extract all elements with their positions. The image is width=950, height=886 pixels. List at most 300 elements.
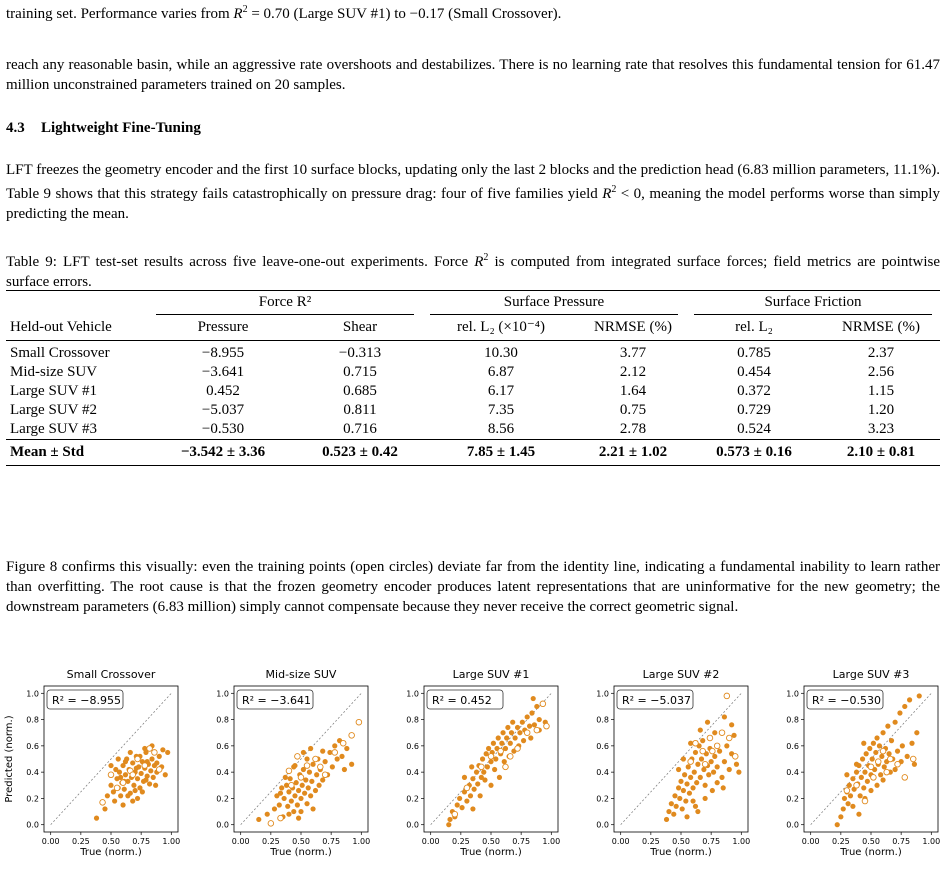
table-cell: 0.811 (343, 402, 377, 418)
table-cell: 0.715 (343, 364, 377, 380)
test-point (729, 722, 734, 727)
test-point (722, 759, 727, 764)
column-header: NRMSE (%) (822, 318, 940, 341)
test-point (681, 756, 686, 761)
test-point (123, 759, 128, 764)
scatter-plot (380, 664, 570, 886)
test-point (500, 730, 505, 735)
test-point (151, 775, 156, 780)
test-point (703, 796, 708, 801)
paragraph-learning-rate: reach any reasonable basin, while an aggressive rate overshoots and destabilizes. There is no learning rate that resolves this fundamental tension for 61.47 million unconstrained parameters trained on 20 samples. (6, 57, 940, 93)
train-point (340, 740, 346, 746)
table-cell: 10.30 (484, 345, 518, 361)
y-tick-label: 0.8 (596, 715, 609, 725)
test-point (468, 793, 473, 798)
test-point (308, 746, 313, 751)
y-tick-label: 1.0 (786, 689, 799, 699)
table-cell: Large SUV #3 (10, 421, 97, 437)
test-point (528, 735, 533, 740)
y-tick-label: 0.6 (596, 741, 609, 751)
test-point (878, 772, 883, 777)
test-point (684, 814, 689, 819)
test-point (143, 777, 148, 782)
test-point (310, 762, 315, 767)
train-point (719, 730, 725, 736)
test-point (736, 770, 741, 775)
table-cell: Large SUV #1 (10, 383, 97, 399)
test-point (900, 743, 905, 748)
train-point (880, 748, 886, 754)
test-point (314, 772, 319, 777)
column-header: NRMSE (%) (580, 318, 686, 341)
test-point (283, 775, 288, 780)
test-point (320, 777, 325, 782)
x-tick-label: 1.00 (732, 837, 751, 846)
x-tick-label: 0.75 (512, 837, 531, 846)
table-cell: −3.542 ± 3.36 (148, 440, 298, 466)
test-point (865, 779, 870, 784)
test-point (860, 756, 865, 761)
x-tick-label: 1.00 (352, 837, 371, 846)
test-point (719, 775, 724, 780)
x-tick-label: 1.00 (922, 837, 941, 846)
paragraph-figure8: Figure 8 confirms this visually: even the training points (open circles) deviate far from the identity line, indicating a fundamental inability to learn rather than overfitting. The root cause is that the frozen geometry encoder produces latent representations that are uninformative for the new geometry; the downstream parameters (6.83 million) simply cannot compensate because they never receive the correct geometric signal. (6, 559, 940, 615)
panel-title: Large SUV #1 (452, 668, 530, 681)
test-point (256, 817, 261, 822)
test-point (135, 796, 140, 801)
test-point (850, 776, 855, 781)
group-header-force: Force R² (156, 293, 414, 315)
test-point (286, 789, 291, 794)
test-point (847, 783, 852, 788)
table-cell: 0.573 ± 0.16 (686, 440, 822, 466)
y-tick-label: 0.0 (216, 820, 229, 830)
test-point (130, 760, 135, 765)
test-point (112, 798, 117, 803)
test-point (496, 735, 501, 740)
scatter-panel-large-suv-1 (380, 664, 570, 886)
test-point (715, 764, 720, 769)
x-tick-label: 0.00 (41, 837, 60, 846)
test-point (108, 783, 113, 788)
train-point (298, 775, 304, 781)
panel-title: Mid-size SUV (265, 668, 337, 681)
test-point (288, 776, 293, 781)
test-point (687, 791, 692, 796)
test-point (858, 793, 863, 798)
test-point (517, 730, 522, 735)
y-tick-label: 0.4 (26, 768, 39, 778)
scatter-plot (570, 664, 760, 886)
test-point (105, 793, 110, 798)
y-tick-label: 0.2 (406, 794, 419, 804)
test-point (694, 780, 699, 785)
test-point (681, 788, 686, 793)
train-point (108, 772, 114, 778)
y-tick-label: 0.4 (216, 768, 229, 778)
train-point (732, 754, 738, 760)
test-point (859, 775, 864, 780)
table-cell: 0.729 (737, 402, 771, 418)
panel-title: Large SUV #2 (642, 668, 720, 681)
panel-title: Small Crossover (66, 668, 156, 681)
test-point (128, 750, 133, 755)
table-cell: 2.21 ± 1.02 (580, 440, 686, 466)
train-point (114, 785, 120, 791)
train-point (120, 780, 126, 786)
test-point (690, 785, 695, 790)
test-point (525, 714, 530, 719)
y-tick-label: 0.6 (406, 741, 419, 751)
train-point (332, 750, 338, 756)
test-point (339, 754, 344, 759)
x-axis-label: True (norm.) (460, 847, 522, 858)
y-tick-label: 0.6 (26, 741, 39, 751)
test-point (282, 796, 287, 801)
test-point (676, 785, 681, 790)
test-point (710, 788, 715, 793)
test-point (133, 788, 138, 793)
train-point (147, 746, 153, 752)
test-point (664, 817, 669, 822)
test-point (488, 759, 493, 764)
table-row (6, 363, 940, 382)
test-point (854, 770, 859, 775)
train-point (910, 756, 916, 762)
section-heading (6, 118, 201, 138)
test-point (674, 804, 679, 809)
test-point (856, 812, 861, 817)
test-point (323, 759, 328, 764)
train-point (726, 735, 732, 741)
test-point (683, 798, 688, 803)
test-point (532, 722, 537, 727)
test-point (879, 754, 884, 759)
table-cell: 2.10 ± 0.81 (822, 440, 940, 466)
y-tick-label: 0.8 (216, 715, 229, 725)
test-point (455, 802, 460, 807)
x-axis-label: True (norm.) (270, 847, 332, 858)
train-point (130, 772, 136, 778)
test-point (296, 816, 301, 821)
test-point (309, 779, 314, 784)
test-point (163, 772, 168, 777)
train-point (871, 775, 877, 781)
group-header-pressure: Surface Pressure (430, 293, 678, 315)
x-tick-label: 0.00 (611, 837, 630, 846)
table-cell: Mean ± Std (6, 440, 148, 466)
x-tick-label: 1.00 (162, 837, 181, 846)
test-point (680, 806, 685, 811)
table-cell: 0.716 (343, 421, 377, 437)
test-point (862, 770, 867, 775)
x-tick-label: 0.75 (322, 837, 341, 846)
test-point (120, 802, 125, 807)
x-tick-label: 0.25 (641, 837, 660, 846)
test-point (864, 751, 869, 756)
test-point (678, 779, 683, 784)
train-point (295, 754, 301, 760)
table-mean-row (6, 440, 940, 466)
column-header: rel. L₂ (×10⁻⁴) (422, 318, 580, 341)
train-point (887, 756, 893, 762)
test-point (154, 760, 159, 765)
train-point (862, 798, 868, 804)
test-point (698, 727, 703, 732)
test-point (464, 798, 469, 803)
test-point (874, 735, 879, 740)
test-point (160, 747, 165, 752)
test-point (873, 750, 878, 755)
y-tick-label: 0.8 (786, 715, 799, 725)
test-point (497, 775, 502, 780)
test-point (690, 798, 695, 803)
test-point (291, 809, 296, 814)
test-point (510, 720, 515, 725)
x-tick-label: 0.25 (831, 837, 850, 846)
test-point (349, 762, 354, 767)
train-point (875, 759, 881, 765)
train-point (884, 769, 890, 775)
test-point (502, 759, 507, 764)
test-point (130, 798, 135, 803)
table-cell: 1.64 (619, 383, 647, 399)
test-point (684, 781, 689, 786)
table-cell: 3.23 (867, 421, 895, 437)
scatter-plot (0, 664, 190, 886)
train-point (544, 723, 550, 729)
test-point (165, 750, 170, 755)
table-cell: 1.15 (867, 383, 895, 399)
y-tick-label: 1.0 (406, 689, 419, 699)
test-point (116, 756, 121, 761)
test-point (298, 796, 303, 801)
test-point (447, 817, 452, 822)
test-point (734, 762, 739, 767)
y-tick-label: 1.0 (596, 689, 609, 699)
test-point (835, 822, 840, 827)
train-point (540, 701, 546, 707)
table-cell: 0.454 (737, 364, 771, 380)
r2-annotation: R² = −0.530 (812, 694, 881, 707)
section-title: Lightweight Fine-Tuning (41, 120, 201, 136)
scatter-plot (190, 664, 380, 886)
test-point (472, 787, 477, 792)
test-point (842, 796, 847, 801)
test-point (861, 785, 866, 790)
test-point (880, 730, 885, 735)
test-point (886, 751, 891, 756)
test-point (917, 693, 922, 698)
test-point (912, 762, 917, 767)
table-row (6, 401, 940, 420)
x-tick-label: 0.00 (421, 837, 440, 846)
test-point (486, 746, 491, 751)
table-cell: −0.530 (201, 421, 245, 437)
y-tick-label: 0.4 (596, 768, 609, 778)
test-point (692, 770, 697, 775)
x-axis-label: True (norm.) (650, 847, 712, 858)
table-cell: Small Crossover (10, 345, 110, 361)
test-point (139, 771, 144, 776)
test-point (695, 809, 700, 814)
table-cell: 6.17 (487, 383, 515, 399)
test-point (302, 791, 307, 796)
test-point (717, 749, 722, 754)
test-point (897, 710, 902, 715)
test-point (676, 767, 681, 772)
table-cell: 0.372 (737, 383, 771, 399)
test-point (722, 714, 727, 719)
table-cell: 0.785 (737, 345, 771, 361)
test-point (108, 763, 113, 768)
y-tick-label: 0.2 (26, 794, 39, 804)
y-axis-label: Predicted (norm.) (4, 715, 15, 803)
test-point (721, 785, 726, 790)
test-point (709, 759, 714, 764)
x-tick-label: 0.50 (862, 837, 880, 846)
x-tick-label: 0.50 (292, 837, 310, 846)
test-point (301, 750, 306, 755)
test-point (850, 804, 855, 809)
test-point (481, 770, 486, 775)
test-point (889, 738, 894, 743)
column-header: rel. L₂ (686, 318, 822, 341)
test-point (727, 767, 732, 772)
table-cell: 0.685 (343, 383, 377, 399)
x-tick-label: 0.25 (451, 837, 470, 846)
test-point (286, 812, 291, 817)
test-point (157, 754, 162, 759)
table-cell: −5.037 (201, 402, 245, 418)
table-cell: Large SUV #2 (10, 402, 97, 418)
scatter-panel-large-suv-2 (570, 664, 760, 886)
table-cell: −0.313 (338, 345, 382, 361)
column-header: Pressure (148, 318, 298, 341)
train-point (854, 782, 860, 788)
train-point (515, 746, 521, 752)
test-point (475, 781, 480, 786)
test-point (701, 767, 706, 772)
train-point (710, 748, 716, 754)
train-point (268, 821, 274, 827)
table-cell: 2.12 (619, 364, 647, 380)
y-tick-label: 0.6 (786, 741, 799, 751)
test-point (669, 801, 674, 806)
x-tick-label: 0.50 (482, 837, 500, 846)
test-point (491, 741, 496, 746)
train-point (524, 730, 530, 736)
test-point (513, 735, 518, 740)
train-point (488, 754, 494, 760)
test-point (508, 741, 513, 746)
test-point (902, 704, 907, 709)
test-point (671, 812, 676, 817)
test-point (292, 793, 297, 798)
scatter-plot (760, 664, 950, 886)
r2-annotation: R² = 0.452 (432, 694, 492, 707)
panel-title: Large SUV #3 (832, 668, 910, 681)
train-point (895, 761, 901, 767)
test-point (122, 787, 127, 792)
train-point (349, 733, 355, 739)
test-point (118, 775, 123, 780)
table-cell: 7.85 ± 1.45 (422, 440, 580, 466)
test-point (308, 793, 313, 798)
test-point (521, 738, 526, 743)
x-axis-label: True (norm.) (840, 847, 902, 858)
y-tick-label: 0.4 (406, 768, 419, 778)
test-point (300, 783, 305, 788)
test-point (838, 814, 843, 819)
y-tick-label: 0.0 (596, 820, 609, 830)
test-point (907, 697, 912, 702)
test-point (700, 738, 705, 743)
test-point (529, 710, 534, 715)
r2-annotation: R² = −3.641 (242, 694, 311, 707)
test-point (298, 809, 303, 814)
train-point (534, 727, 540, 733)
group-header-friction: Surface Friction (694, 293, 932, 315)
test-point (871, 741, 876, 746)
table-cell: 3.77 (619, 345, 647, 361)
train-point (286, 768, 292, 774)
test-point (278, 791, 283, 796)
test-point (874, 783, 879, 788)
test-point (289, 798, 294, 803)
test-point (118, 793, 123, 798)
test-point (914, 730, 919, 735)
test-point (335, 756, 340, 761)
test-point (462, 775, 467, 780)
test-point (844, 772, 849, 777)
train-point (702, 761, 708, 767)
train-point (724, 693, 730, 699)
test-point (870, 756, 875, 761)
x-tick-label: 0.75 (892, 837, 911, 846)
test-point (272, 806, 277, 811)
test-point (893, 720, 898, 725)
x-tick-label: 0.50 (672, 837, 690, 846)
section-number: 4.3 (6, 120, 25, 136)
test-point (125, 793, 130, 798)
test-point (867, 746, 872, 751)
train-point (868, 764, 874, 770)
test-point (504, 735, 509, 740)
test-point (693, 804, 698, 809)
column-header: Held-out Vehicle (6, 318, 148, 341)
test-point (895, 749, 900, 754)
test-point (135, 776, 140, 781)
table-cell: 6.87 (487, 364, 515, 380)
train-point (135, 756, 141, 762)
caption-tail: training set. Performance varies from $R^2 = 0.70$ (Large SUV #1) to −0.17 (Small Crossover). (6, 4, 562, 22)
test-point (712, 754, 717, 759)
train-point (688, 759, 694, 765)
test-point (682, 772, 687, 777)
test-point (285, 804, 290, 809)
identity-line (241, 693, 362, 824)
x-axis-label: True (norm.) (80, 847, 142, 858)
test-point (706, 772, 711, 777)
test-point (457, 796, 462, 801)
test-point (527, 724, 532, 729)
x-tick-label: 0.25 (71, 837, 90, 846)
test-point (304, 756, 309, 761)
test-point (469, 764, 474, 769)
test-point (509, 730, 514, 735)
scatter-panel-small-crossover (0, 664, 190, 886)
